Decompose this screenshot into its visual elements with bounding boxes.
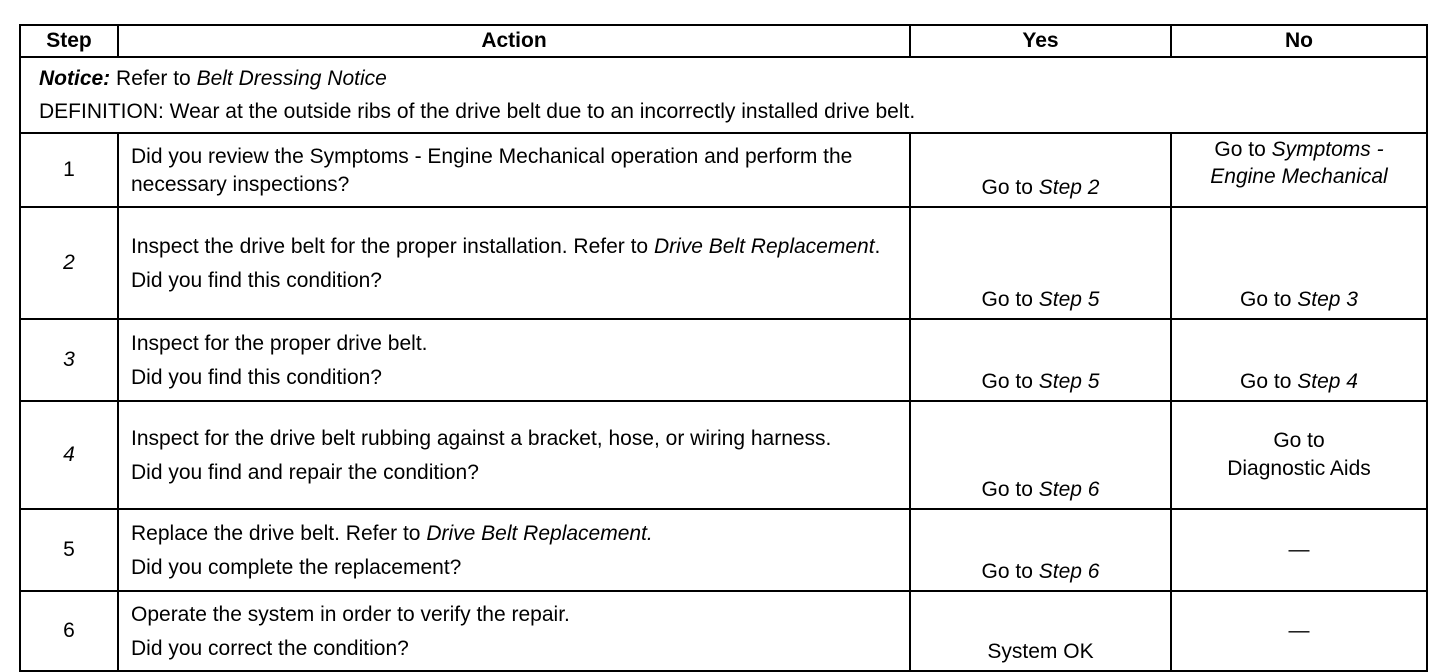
- diagnostic-table: [19, 24, 1428, 672]
- header-step: Step: [20, 25, 118, 57]
- yes-cell: Go to Step 5: [910, 207, 1171, 319]
- notice-ref: Belt Dressing Notice: [196, 67, 387, 90]
- notice-line: Notice: Refer to Belt Dressing Notice: [39, 67, 387, 90]
- step-number: 4: [20, 401, 118, 509]
- no-cell: Go to Step 3: [1171, 207, 1427, 319]
- header-action: Action: [118, 25, 910, 57]
- yes-cell: Go to Step 6: [910, 401, 1171, 509]
- dash: —: [1288, 538, 1310, 561]
- yes-cell: Go to Step 2: [910, 133, 1171, 207]
- no-cell: [1171, 509, 1427, 591]
- table-row: [20, 133, 1427, 207]
- notice-label: Notice:: [39, 67, 111, 90]
- action-cell: Did you review the Symptoms - Engine Mechanical operation and perform the necessary inspections?: [118, 133, 910, 207]
- action-cell: Replace the drive belt. Refer to Drive Belt Replacement. Did you complete the replacement?: [118, 509, 910, 591]
- action-cell: Inspect the drive belt for the proper installation. Refer to Drive Belt Replacement. Did you find this condition?: [118, 207, 910, 319]
- step-number: 3: [20, 319, 118, 401]
- notice-cell: [20, 57, 1427, 133]
- no-cell: Go to Diagnostic Aids: [1171, 401, 1427, 509]
- table-row: [20, 591, 1427, 671]
- dash: —: [1288, 619, 1310, 642]
- no-cell: Go to Step 4: [1171, 319, 1427, 401]
- definition-line: DEFINITION: Wear at the outside ribs of the drive belt due to an incorrectly installed drive belt.: [39, 100, 916, 123]
- table-row: [20, 319, 1427, 401]
- table-row: [20, 401, 1427, 509]
- step-number: 1: [20, 133, 118, 207]
- yes-cell: Go to Step 5: [910, 319, 1171, 401]
- step-number: 2: [20, 207, 118, 319]
- step-number: 6: [20, 591, 118, 671]
- action-cell: Inspect for the proper drive belt. Did you find this condition?: [118, 319, 910, 401]
- no-cell: [1171, 591, 1427, 671]
- action-cell: Inspect for the drive belt rubbing against a bracket, hose, or wiring harness. Did you find and repair the condition?: [118, 401, 910, 509]
- header-no: No: [1171, 25, 1427, 57]
- table-row: [20, 509, 1427, 591]
- action-cell: Operate the system in order to verify the repair. Did you correct the condition?: [118, 591, 910, 671]
- table-row: [20, 207, 1427, 319]
- yes-cell: System OK: [910, 591, 1171, 671]
- notice-row: [20, 57, 1427, 133]
- no-cell: Go to Symptoms - Engine Mechanical: [1171, 133, 1427, 207]
- header-yes: Yes: [910, 25, 1171, 57]
- header-row: [20, 25, 1427, 57]
- yes-cell: Go to Step 6: [910, 509, 1171, 591]
- step-number: 5: [20, 509, 118, 591]
